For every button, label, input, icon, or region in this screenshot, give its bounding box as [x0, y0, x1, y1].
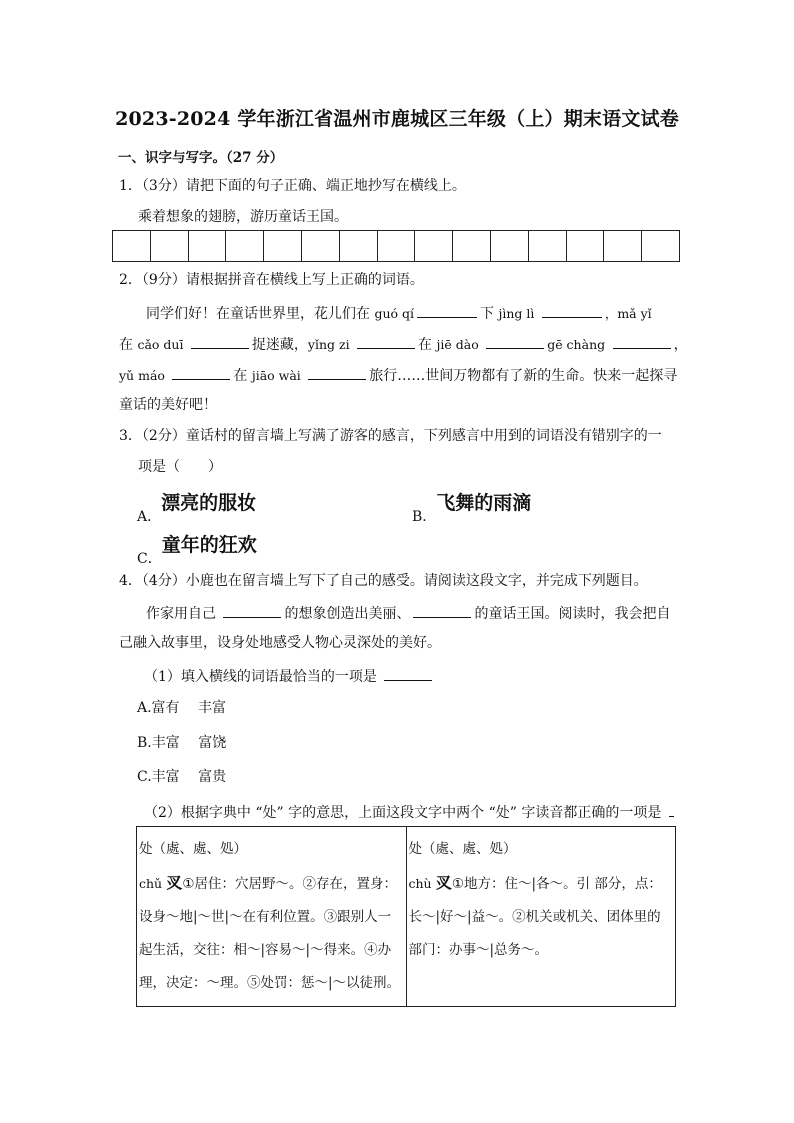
choice-b[interactable]: B.丰富 富饶 [137, 735, 227, 751]
answer-blank[interactable] [542, 302, 602, 318]
answer-blank[interactable] [172, 364, 230, 380]
choice-c[interactable]: C.丰富 富贵 [137, 769, 227, 785]
answer-blank[interactable] [308, 364, 366, 380]
dictionary-entry-chu4: 处（處、處、処） chù 㕚①地方：住～|各～。引 部分，点： 长～|好～|益～。②机关或机关、团体里的 部门：办事～|总务～。 [406, 827, 676, 1007]
grid-cell[interactable] [226, 231, 264, 261]
pinyin: cǎo duī [137, 337, 184, 352]
pinyin: jìng lì [498, 306, 535, 321]
grid-cell[interactable] [340, 231, 378, 261]
answer-blank[interactable] [357, 333, 415, 349]
grid-cell[interactable] [378, 231, 416, 261]
grid-cell[interactable] [151, 231, 189, 261]
grid-cell[interactable] [529, 231, 567, 261]
pinyin: yǐng zi [307, 337, 350, 352]
writing-grid[interactable] [112, 230, 680, 262]
page-title: 2023-2024 学年浙江省温州市鹿城区三年级（上）期末语文试卷 [115, 108, 679, 130]
answer-blank[interactable] [417, 302, 477, 318]
question-2-line-3: yǔ máo 在 jiāo wài 旅行……世间万物都有了新的生命。快来一起探寻 [119, 364, 677, 386]
answer-blank[interactable] [613, 333, 671, 349]
answer-blank[interactable] [191, 333, 249, 349]
answer-blank[interactable] [669, 801, 674, 817]
pinyin: jiē dào [436, 337, 479, 352]
question-3-stem-cont: 项是（ ） [138, 459, 222, 475]
question-2-line-1: 同学们好！在童话世界里，花儿们在 guó qí 下 jìng lì ，mǎ yǐ [146, 302, 652, 324]
answer-blank[interactable] [413, 602, 471, 618]
question-2-line-2: 在 cǎo duī 捉迷藏，yǐng zi 在 jiē dào gē chàng ， [119, 333, 688, 355]
grid-cell[interactable] [113, 231, 151, 261]
choice-a[interactable]: A.富有 丰富 [137, 700, 227, 716]
question-3-stem: 3．（2分）童话村的留言墙上写满了游客的感言，下列感言中用到的词语没有错别字的一 [119, 428, 662, 444]
answer-blank[interactable] [223, 602, 281, 618]
pinyin: yǔ máo [119, 368, 165, 383]
grid-cell[interactable] [302, 231, 340, 261]
answer-blank[interactable] [486, 333, 544, 349]
option-c[interactable]: C．童年的狂欢 [137, 534, 257, 567]
question-2-line-4: 童话的美好吧！ [119, 397, 217, 413]
question-4-stem: 4．（4分）小鹿也在留言墙上写下了自己的感受。请阅读这段文字，并完成下列题目。 [119, 573, 648, 589]
pinyin: ，mǎ yǐ [604, 306, 652, 321]
question-4-sub-2: （2）根据字典中 “处” 字的意思，上面这段文字中两个 “处” 字读音都正确的一项是 [144, 801, 677, 823]
question-4-passage-1: 作家用自己 的想象创造出美丽、 的童话王国。阅读时，我会把自 [146, 602, 670, 624]
question-1-sentence: 乘着想象的翅膀，游历童话王国。 [138, 209, 348, 225]
option-b[interactable]: B．飞舞的雨滴 [412, 492, 532, 525]
pinyin: jiāo wài [251, 368, 301, 383]
question-4-sub-1: （1）填入横线的词语最恰当的一项是 [144, 665, 435, 687]
grid-cell[interactable] [491, 231, 529, 261]
character-glyph-icon: 㕚 [166, 873, 183, 892]
question-4-passage-2: 己融入故事里，设身处地感受人物心灵深处的美好。 [119, 635, 441, 651]
grid-cell[interactable] [264, 231, 302, 261]
grid-cell[interactable] [189, 231, 227, 261]
grid-cell[interactable] [415, 231, 453, 261]
option-a[interactable]: A．漂亮的服妆 [137, 492, 257, 525]
section-heading: 一、识字与写字。（27 分） [118, 150, 284, 166]
character-glyph-icon: 㕚 [435, 873, 452, 892]
grid-cell[interactable] [567, 231, 605, 261]
grid-cell[interactable] [453, 231, 491, 261]
grid-cell[interactable] [642, 231, 679, 261]
pinyin: gē chàng [547, 337, 606, 352]
dictionary-table [136, 826, 676, 1007]
dictionary-entry-chu3: 处（處、處、処） chǔ 㕚①居住：穴居野～。②存在，置身： 设身～地|～世|～在有利位置。③跟别人一 起生活，交往：相～|容易～|～得来。④办 理，决定：～理。⑤处罚：惩～|～以徒刑。 [137, 827, 407, 1007]
question-2-stem: 2．（9分）请根据拼音在横线上写上正确的词语。 [119, 272, 424, 288]
grid-cell[interactable] [604, 231, 642, 261]
answer-blank[interactable] [384, 665, 432, 681]
question-1-stem: 1．（3分）请把下面的句子正确、端正地抄写在横线上。 [119, 178, 466, 194]
pinyin: guó qí [374, 306, 415, 321]
